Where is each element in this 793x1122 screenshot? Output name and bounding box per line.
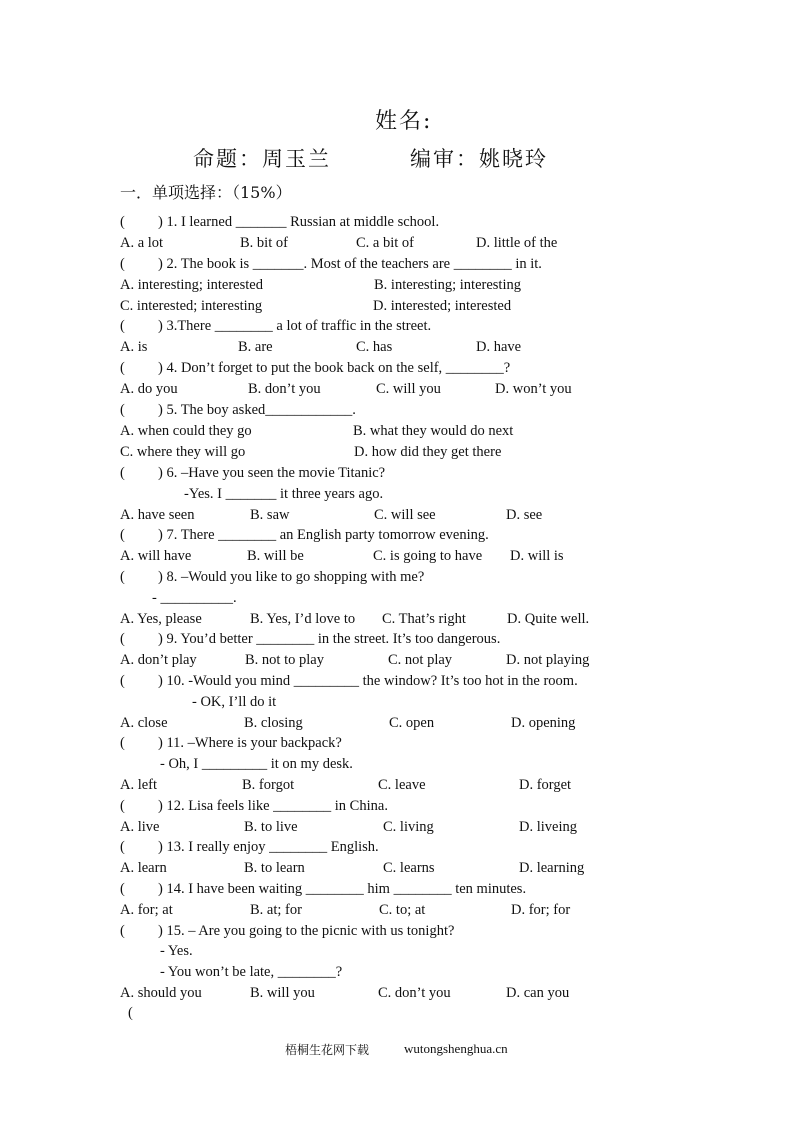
option-a: A. Yes, please [120,611,202,627]
option-d: D. how did they get there [354,444,502,460]
option-c: C. living [383,819,434,835]
option-a: A. should you [120,985,202,1001]
question-6-reply: -Yes. I _______ it three years ago. [184,486,384,502]
question-14: ( ) 14. I have been waiting ________ him ________ ten minutes. [120,881,527,897]
option-d: D. liveing [519,819,577,835]
option-c: C. will you [376,381,441,397]
answer-bracket: ( [120,465,125,481]
option-c: C. That’s right [382,611,466,627]
option-b: B. what they would do next [353,423,514,439]
question-11-reply: - Oh, I _________ it on my desk. [160,756,353,772]
option-a: A. learn [120,860,167,876]
question-8: ( ) 8. –Would you like to go shopping with me? [120,569,425,585]
footer-site-url[interactable]: wutongshenghua.cn [404,1041,508,1056]
option-d: D. forget [519,777,572,793]
answer-bracket: ( [120,402,125,418]
question-15-reply-1: - Yes. [160,943,193,959]
question-11: ( ) 11. –Where is your backpack? [120,735,342,751]
answer-bracket: ( [120,923,125,939]
option-d: D. interested; interested [373,298,512,314]
option-d: D. not playing [506,652,590,668]
option-b: B. are [238,339,273,355]
option-d: D. will is [510,548,564,564]
trailing-bracket: ( [128,1005,133,1021]
option-b: B. closing [244,715,303,731]
option-c: C. not play [388,652,453,668]
option-d: D. little of the [476,235,558,251]
answer-bracket: ( [120,256,125,272]
option-b: B. not to play [245,652,324,668]
answer-bracket: ( [120,881,125,897]
option-b: B. to learn [244,860,305,876]
section-title: 一．单项选择：（15%） [120,183,292,202]
answer-bracket: ( [120,214,125,230]
option-d: D. won’t you [495,381,572,397]
answer-bracket: ( [120,735,125,751]
question-4: ( ) 4. Don’t forget to put the book back on the self, ________? [120,360,511,376]
option-c: C. learns [383,860,435,876]
option-a: A. left [120,777,158,793]
option-c: C. interested; interesting [120,298,263,314]
question-15: ( ) 15. – Are you going to the picnic with us tonight? [120,923,455,939]
name-label: 姓名: [375,109,433,134]
option-c: C. has [356,339,393,355]
option-c: C. a bit of [356,235,414,251]
option-b: B. to live [244,819,298,835]
answer-bracket: ( [120,318,125,334]
question-2: ( ) 2. The book is _______. Most of the teachers are ________ in it. [120,256,542,272]
option-a: A. close [120,715,168,731]
option-c: C. leave [378,777,426,793]
option-d: D. have [476,339,522,355]
question-1: ( ) 1. I learned _______ Russian at middle school. [120,214,440,230]
option-c: C. where they will go [120,444,246,460]
question-6: ( ) 6. –Have you seen the movie Titanic? [120,465,386,481]
option-c: C. to; at [379,902,426,918]
option-a: A. when could they go [120,423,252,439]
option-c: C. open [389,715,435,731]
reviewer-label: 编审：姚晓玲 [410,147,548,171]
option-a: A. interesting; interested [120,277,263,293]
option-b: B. interesting; interesting [374,277,521,293]
answer-bracket: ( [120,631,125,647]
option-a: A. have seen [120,507,195,523]
option-b: B. don’t you [248,381,321,397]
question-12: ( ) 12. Lisa feels like ________ in China. [120,798,388,814]
question-10-reply: - OK, I’ll do it [192,694,277,710]
option-a: A. will have [120,548,192,564]
option-c: C. is going to have [373,548,483,564]
question-13: ( ) 13. I really enjoy ________ English. [120,839,379,855]
footer-site-name: 梧桐生花网下载 [285,1043,370,1057]
answer-bracket: ( [120,527,125,543]
option-a: A. for; at [120,902,173,918]
option-d: D. see [506,507,543,523]
option-d: D. learning [519,860,585,876]
option-d: D. for; for [511,902,571,918]
option-b: B. Yes, I’d love to [250,611,356,627]
option-a: A. live [120,819,160,835]
option-d: D. opening [511,715,576,731]
answer-bracket: ( [120,839,125,855]
option-a: A. is [120,339,148,355]
question-15-reply-2: - You won’t be late, ________? [160,964,343,980]
answer-bracket: ( [120,798,125,814]
option-b: B. saw [250,507,290,523]
question-5: ( ) 5. The boy asked____________. [120,402,356,418]
answer-bracket: ( [120,673,125,689]
question-7: ( ) 7. There ________ an English party tomorrow evening. [120,527,489,543]
option-c: C. don’t you [378,985,451,1001]
question-9: ( ) 9. You’d better ________ in the street. It’s too dangerous. [120,631,501,647]
option-d: D. can you [506,985,570,1001]
option-b: B. will be [247,548,304,564]
option-b: B. at; for [250,902,302,918]
option-d: D. Quite well. [507,611,590,627]
author-label: 命题：周玉兰 [193,147,331,171]
answer-bracket: ( [120,569,125,585]
option-b: B. bit of [240,235,288,251]
option-b: B. forgot [242,777,295,793]
question-8-reply: - __________. [152,590,237,606]
option-a: A. don’t play [120,652,197,668]
option-a: A. do you [120,381,178,397]
option-a: A. a lot [120,235,164,251]
option-b: B. will you [250,985,315,1001]
question-10: ( ) 10. -Would you mind _________ the window? It’s too hot in the room. [120,673,578,689]
option-c: C. will see [374,507,436,523]
answer-bracket: ( [120,360,125,376]
question-3: ( ) 3.There ________ a lot of traffic in the street. [120,318,432,334]
